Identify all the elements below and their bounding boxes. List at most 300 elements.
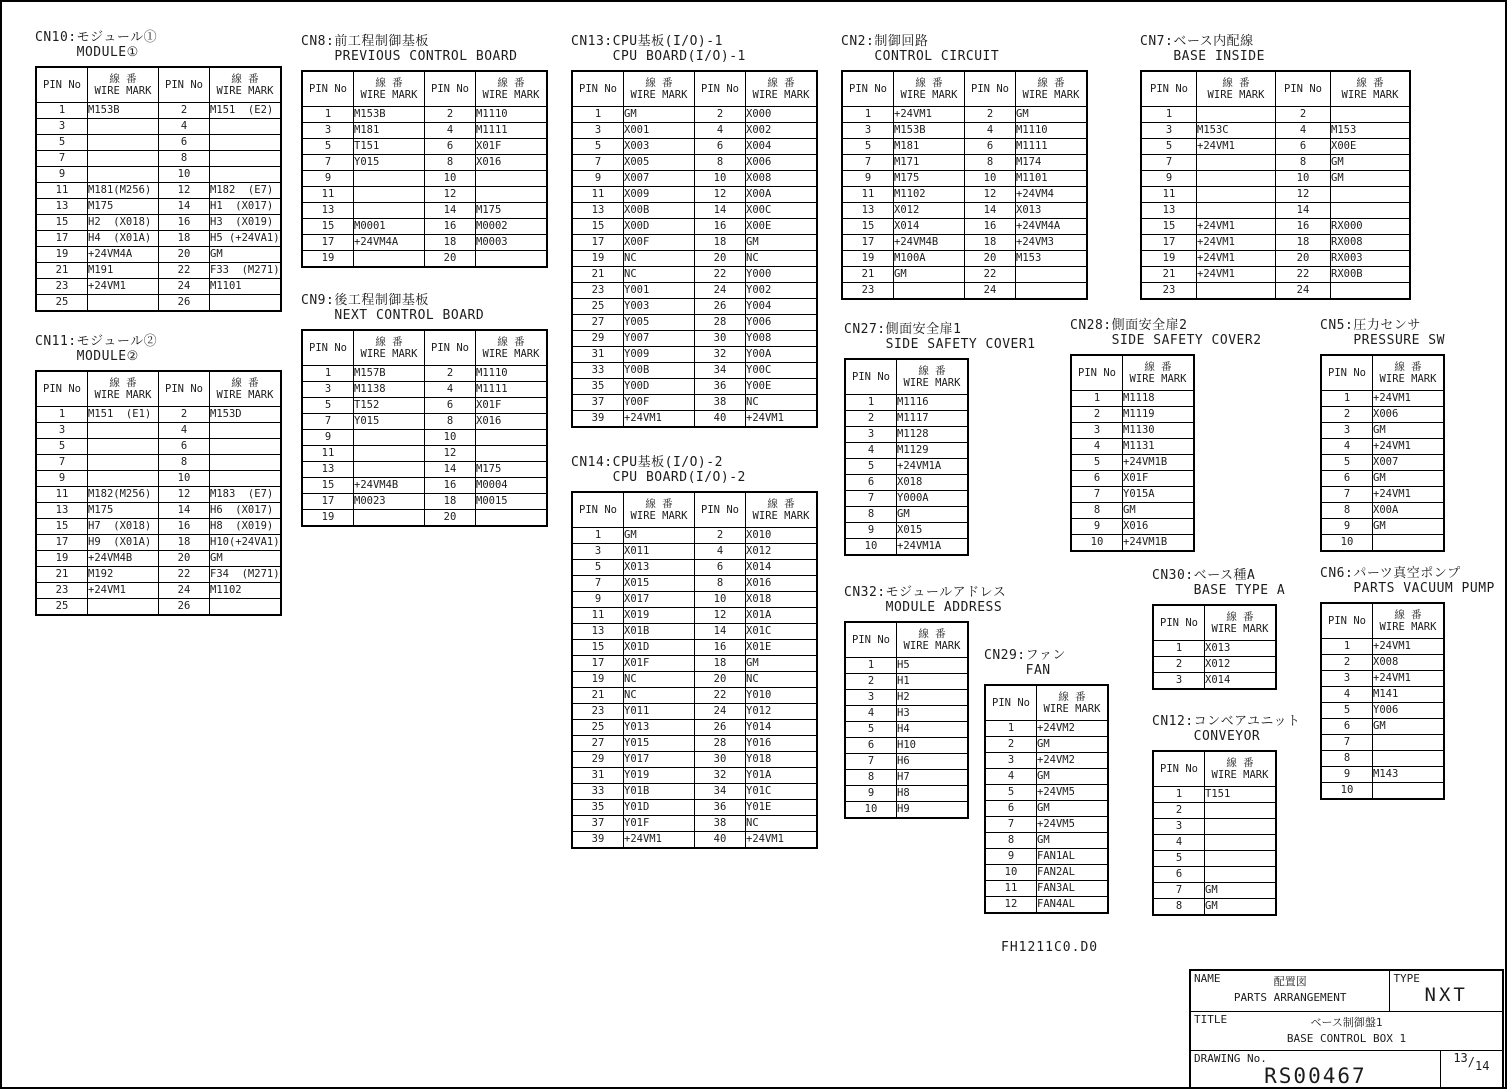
pin-no-cell: 1 — [572, 107, 624, 123]
pin-row — [845, 754, 968, 770]
pin-no-cell: 9 — [36, 471, 88, 487]
pin-no-cell: 36 — [695, 379, 746, 395]
wire-mark-header: 線 番 WIRE MARK — [210, 371, 282, 407]
pin-row — [572, 411, 817, 428]
wire-mark-cell: FAN4AL — [1037, 897, 1109, 914]
pin-row — [845, 658, 968, 674]
wire-mark-cell: GM — [1123, 503, 1195, 519]
pin-no-cell: 18 — [1276, 235, 1331, 251]
pin-no-cell: 12 — [159, 183, 210, 199]
pin-no-cell: 6 — [1321, 719, 1373, 735]
pin-no-cell: 24 — [159, 279, 210, 295]
pin-row — [845, 786, 968, 802]
pin-row — [572, 784, 817, 800]
pin-no-header: PIN No — [36, 67, 88, 103]
wire-mark-cell: +24VM3 — [1016, 235, 1088, 251]
pin-row — [572, 235, 817, 251]
wire-mark-cell: M143 — [1373, 767, 1445, 783]
pin-no-cell: 21 — [572, 688, 624, 704]
wire-mark-cell — [1373, 735, 1445, 751]
connector-title — [35, 334, 282, 364]
wire-mark-cell: M175 — [88, 503, 159, 519]
pin-row — [302, 235, 547, 251]
pin-no-cell: 15 — [302, 478, 354, 494]
wire-mark-cell: FAN2AL — [1037, 865, 1109, 881]
pin-no-cell: 13 — [572, 624, 624, 640]
pin-row — [572, 672, 817, 688]
pin-no-cell: 3 — [1141, 123, 1197, 139]
wire-mark-cell: X014 — [894, 219, 965, 235]
pin-row — [1071, 439, 1194, 455]
wire-mark-cell: H10 — [897, 738, 969, 754]
pin-no-cell: 16 — [425, 219, 476, 235]
pin-row — [1321, 719, 1444, 735]
pin-row — [842, 107, 1087, 123]
wire-mark-cell — [1016, 267, 1088, 283]
pin-row — [1321, 471, 1444, 487]
pin-no-cell: 6 — [159, 439, 210, 455]
pin-no-cell: 1 — [1071, 391, 1123, 407]
pin-no-cell: 1 — [985, 721, 1037, 737]
wire-mark-cell: H7 (X018) — [88, 519, 159, 535]
pin-no-cell: 2 — [1071, 407, 1123, 423]
connector-table-cn30 — [1152, 568, 1285, 690]
pin-no-cell: 15 — [572, 219, 624, 235]
pin-no-cell: 4 — [159, 119, 210, 135]
wire-mark-cell — [354, 446, 425, 462]
connector-title-en: BASE INSIDE — [1173, 49, 1265, 64]
wire-mark-cell: +24VM1A — [897, 539, 969, 556]
pin-row — [36, 599, 281, 616]
pin-no-cell: 25 — [36, 599, 88, 616]
connector-id: CN28: — [1070, 318, 1112, 333]
pin-no-cell: 9 — [572, 592, 624, 608]
connector-id: CN7: — [1140, 34, 1174, 49]
wire-mark-cell — [354, 171, 425, 187]
title-jp: ベース制御盤1 — [1310, 1016, 1383, 1029]
pin-no-cell: 37 — [572, 816, 624, 832]
pin-no-cell: 4 — [985, 769, 1037, 785]
wire-mark-cell: X019 — [624, 608, 695, 624]
pin-no-cell: 39 — [572, 411, 624, 428]
wire-mark-cell: Y006 — [1373, 703, 1445, 719]
wire-mark-header: 線 番 WIRE MARK — [354, 330, 425, 366]
wire-mark-cell: Y00B — [624, 363, 695, 379]
pin-no-header: PIN No — [985, 685, 1037, 721]
pin-no-cell: 24 — [965, 283, 1016, 300]
wire-mark-cell: Y01C — [746, 784, 818, 800]
wire-mark-cell: M181 — [354, 123, 425, 139]
pin-row — [1141, 251, 1410, 267]
title-block — [1189, 969, 1504, 1089]
wire-mark-cell — [1016, 283, 1088, 300]
wire-mark-cell: X013 — [1016, 203, 1088, 219]
pin-row — [1321, 391, 1444, 407]
pin-row — [572, 704, 817, 720]
wire-mark-cell: M1111 — [476, 382, 548, 398]
wire-mark-cell: GM — [1037, 769, 1109, 785]
pin-no-cell: 10 — [1276, 171, 1331, 187]
pin-no-cell: 2 — [425, 107, 476, 123]
connector-title-en: NEXT CONTROL BOARD — [334, 308, 485, 323]
wire-mark-cell: FAN1AL — [1037, 849, 1109, 865]
pin-table — [1320, 602, 1445, 800]
wire-mark-header: 線 番 WIRE MARK — [746, 71, 818, 107]
wire-mark-cell: M153C — [1197, 123, 1276, 139]
wire-mark-cell: Y018 — [746, 752, 818, 768]
pin-row — [572, 768, 817, 784]
wire-mark-cell: Y009 — [624, 347, 695, 363]
pin-no-cell: 28 — [695, 315, 746, 331]
pin-no-cell: 1 — [36, 407, 88, 423]
connector-table-cn13 — [571, 34, 818, 428]
connector-title-en: CPU BOARD(I/O)-2 — [612, 470, 746, 485]
wire-mark-cell: +24VM1 — [1373, 487, 1445, 503]
pin-no-cell: 3 — [1321, 423, 1373, 439]
pin-no-cell: 23 — [1141, 283, 1197, 300]
pin-no-cell: 6 — [845, 475, 897, 491]
pin-row — [1141, 235, 1410, 251]
pin-no-cell: 38 — [695, 816, 746, 832]
connector-title — [1070, 318, 1262, 348]
pin-no-cell: 17 — [302, 494, 354, 510]
wire-mark-cell: X016 — [1123, 519, 1195, 535]
pin-row — [36, 199, 281, 215]
pin-no-cell: 18 — [965, 235, 1016, 251]
pin-table — [841, 70, 1088, 300]
connector-title-jp: 前工程制御基板 — [334, 34, 429, 49]
pin-no-cell: 20 — [1276, 251, 1331, 267]
pin-no-cell: 5 — [1071, 455, 1123, 471]
wire-mark-cell: Y00F — [624, 395, 695, 411]
pin-row — [302, 414, 547, 430]
pin-no-cell: 9 — [985, 849, 1037, 865]
pin-no-cell: 5 — [302, 139, 354, 155]
wire-mark-header: 線 番 WIRE MARK — [476, 71, 548, 107]
wire-mark-cell — [210, 439, 282, 455]
wire-mark-cell: X000 — [746, 107, 818, 123]
title-block-drawing-cell — [1191, 1051, 1441, 1089]
pin-row — [842, 283, 1087, 300]
pin-table — [1152, 750, 1277, 916]
wire-mark-cell: RX003 — [1331, 251, 1411, 267]
pin-row — [842, 251, 1087, 267]
wire-mark-cell: X01C — [746, 624, 818, 640]
pin-no-cell: 7 — [1321, 487, 1373, 503]
pin-no-cell: 13 — [36, 199, 88, 215]
pin-no-cell: 8 — [695, 576, 746, 592]
wire-mark-cell: +24VM1 — [88, 583, 159, 599]
wire-mark-cell: M0003 — [476, 235, 548, 251]
pin-row — [572, 251, 817, 267]
wire-mark-cell: H8 (X019) — [210, 519, 282, 535]
pin-no-cell: 14 — [695, 203, 746, 219]
pin-no-cell: 1 — [1321, 639, 1373, 655]
connector-title — [984, 648, 1109, 678]
pin-no-cell: 9 — [302, 171, 354, 187]
pin-no-cell: 21 — [572, 267, 624, 283]
pin-no-cell: 5 — [1321, 455, 1373, 471]
wire-mark-cell: X005 — [624, 155, 695, 171]
pin-row — [572, 315, 817, 331]
pin-no-cell: 8 — [845, 507, 897, 523]
pin-row — [1071, 519, 1194, 535]
pin-no-cell: 20 — [695, 672, 746, 688]
pin-no-header: PIN No — [159, 371, 210, 407]
wire-mark-cell — [210, 119, 282, 135]
wire-mark-cell: M1128 — [897, 427, 969, 443]
pin-row — [36, 455, 281, 471]
wire-mark-cell: X012 — [894, 203, 965, 219]
pin-row — [572, 720, 817, 736]
pin-no-cell: 34 — [695, 784, 746, 800]
pin-no-cell: 10 — [1071, 535, 1123, 552]
pin-no-cell: 23 — [36, 583, 88, 599]
pin-row — [302, 366, 547, 382]
wire-mark-cell: H2 (X018) — [88, 215, 159, 231]
wire-mark-cell: M1101 — [210, 279, 282, 295]
pin-row — [572, 219, 817, 235]
pin-no-cell: 8 — [1321, 751, 1373, 767]
pin-row — [572, 379, 817, 395]
wire-mark-cell: X01F — [624, 656, 695, 672]
pin-row — [572, 107, 817, 123]
pin-row — [572, 736, 817, 752]
pin-row — [36, 471, 281, 487]
wire-mark-cell: M181 — [894, 139, 965, 155]
wire-mark-cell: H2 — [897, 690, 969, 706]
wire-mark-cell: X001 — [624, 123, 695, 139]
wire-mark-cell: M1138 — [354, 382, 425, 398]
pin-row — [36, 535, 281, 551]
pin-row — [1153, 851, 1276, 867]
pin-no-cell: 10 — [425, 430, 476, 446]
wire-mark-cell: Y010 — [746, 688, 818, 704]
connector-title-jp: CPU基板(I/O)-1 — [612, 34, 723, 49]
wire-mark-cell: X003 — [624, 139, 695, 155]
pin-no-cell: 20 — [695, 251, 746, 267]
pin-no-cell: 11 — [842, 187, 894, 203]
wire-mark-cell — [88, 471, 159, 487]
wire-mark-cell: GM — [1037, 801, 1109, 817]
wire-mark-cell: Y011 — [624, 704, 695, 720]
pin-no-cell: 1 — [842, 107, 894, 123]
wire-mark-cell: H9 (X01A) — [88, 535, 159, 551]
pin-row — [845, 706, 968, 722]
wire-mark-cell: X012 — [1205, 657, 1277, 673]
pin-row — [1071, 455, 1194, 471]
pin-no-cell: 6 — [985, 801, 1037, 817]
pin-no-header: PIN No — [845, 359, 897, 395]
pin-no-cell: 26 — [159, 599, 210, 616]
pin-no-cell: 2 — [845, 674, 897, 690]
wire-mark-cell: X00A — [746, 187, 818, 203]
wire-mark-cell: M1117 — [897, 411, 969, 427]
pin-no-cell: 11 — [1141, 187, 1197, 203]
wire-mark-cell: GM — [1373, 471, 1445, 487]
pin-no-cell: 2 — [695, 528, 746, 544]
pin-row — [985, 897, 1108, 914]
title-en: BASE CONTROL BOX 1 — [1286, 1032, 1407, 1045]
wire-mark-cell: +24VM1 — [1197, 235, 1276, 251]
wire-mark-cell: +24VM4A — [1016, 219, 1088, 235]
pin-no-cell: 5 — [1141, 139, 1197, 155]
pin-no-cell: 11 — [572, 187, 624, 203]
pin-no-cell: 33 — [572, 784, 624, 800]
pin-row — [845, 690, 968, 706]
pin-row — [572, 267, 817, 283]
wire-mark-cell: M175 — [88, 199, 159, 215]
wire-mark-cell: +24VM1 — [1373, 391, 1445, 407]
pin-row — [842, 139, 1087, 155]
connector-title-en: SIDE SAFETY COVER1 — [885, 337, 1036, 352]
wire-mark-cell — [1331, 107, 1411, 123]
connector-title — [1152, 714, 1300, 744]
pin-no-cell: 26 — [695, 720, 746, 736]
pin-no-cell: 16 — [695, 640, 746, 656]
pin-row — [1071, 407, 1194, 423]
pin-row — [985, 865, 1108, 881]
pin-row — [36, 231, 281, 247]
pin-row — [302, 382, 547, 398]
pin-no-cell: 15 — [36, 519, 88, 535]
connector-title-jp: パーツ真空ポンプ — [1353, 566, 1461, 581]
pin-row — [36, 295, 281, 312]
connector-id: CN12: — [1152, 714, 1194, 729]
connector-id: CN10: — [35, 30, 77, 45]
wire-mark-cell: X00A — [1373, 503, 1445, 519]
pin-row — [572, 395, 817, 411]
pin-no-cell: 7 — [36, 455, 88, 471]
wire-mark-cell: GM — [894, 267, 965, 283]
pin-no-cell: 22 — [159, 567, 210, 583]
pin-row — [1141, 139, 1410, 155]
wire-mark-cell: +24VM1 — [1373, 639, 1445, 655]
pin-no-header: PIN No — [1153, 605, 1205, 641]
pin-no-cell: 19 — [572, 251, 624, 267]
pin-no-cell: 18 — [695, 656, 746, 672]
wire-mark-cell — [210, 423, 282, 439]
wire-mark-cell: X01F — [1123, 471, 1195, 487]
pin-no-cell: 12 — [425, 187, 476, 203]
pin-row — [1321, 503, 1444, 519]
wire-mark-cell: +24VM1 — [1373, 439, 1445, 455]
pin-row — [302, 139, 547, 155]
wire-mark-cell: H1 (X017) — [210, 199, 282, 215]
wire-mark-cell: X016 — [476, 414, 548, 430]
pin-no-cell: 16 — [1276, 219, 1331, 235]
wire-mark-cell — [88, 119, 159, 135]
wire-mark-cell: M1102 — [894, 187, 965, 203]
pin-no-cell: 9 — [845, 523, 897, 539]
pin-no-cell: 18 — [159, 535, 210, 551]
wire-mark-cell: X004 — [746, 139, 818, 155]
wire-mark-cell: X010 — [746, 528, 818, 544]
pin-no-cell: 17 — [572, 656, 624, 672]
wire-mark-cell — [88, 455, 159, 471]
pin-no-cell: 10 — [845, 802, 897, 819]
wire-mark-cell: M182(M256) — [88, 487, 159, 503]
pin-row — [302, 123, 547, 139]
pin-no-header: PIN No — [695, 71, 746, 107]
pin-row — [572, 656, 817, 672]
pin-no-cell: 3 — [572, 544, 624, 560]
wire-mark-cell: X013 — [624, 560, 695, 576]
pin-no-cell: 17 — [302, 235, 354, 251]
pin-no-cell: 9 — [1071, 519, 1123, 535]
pin-no-cell: 1 — [572, 528, 624, 544]
connector-title-jp: モジュール① — [76, 30, 158, 45]
pin-no-cell: 25 — [572, 720, 624, 736]
pin-no-cell: 25 — [572, 299, 624, 315]
wire-mark-cell: +24VM1 — [746, 832, 818, 849]
pin-row — [845, 491, 968, 507]
pin-no-cell: 1 — [1141, 107, 1197, 123]
sheet-number: 13/14 — [1453, 1051, 1490, 1073]
pin-no-cell: 6 — [1071, 471, 1123, 487]
wire-mark-cell: +24VM4A — [354, 235, 425, 251]
wire-mark-cell: M0004 — [476, 478, 548, 494]
pin-no-cell: 7 — [1141, 155, 1197, 171]
pin-row — [36, 487, 281, 503]
pin-row — [845, 411, 968, 427]
wire-mark-cell: Y005 — [624, 315, 695, 331]
pin-no-cell: 2 — [1321, 407, 1373, 423]
pin-no-cell: 31 — [572, 347, 624, 363]
pin-row — [36, 551, 281, 567]
wire-mark-cell: +24VM4A — [88, 247, 159, 263]
pin-no-cell: 2 — [159, 407, 210, 423]
pin-no-cell: 5 — [572, 139, 624, 155]
pin-row — [1321, 407, 1444, 423]
wire-mark-cell: M0001 — [354, 219, 425, 235]
pin-no-cell: 7 — [36, 151, 88, 167]
pin-no-cell: 11 — [302, 187, 354, 203]
wire-mark-cell: X01B — [624, 624, 695, 640]
pin-no-cell: 23 — [842, 283, 894, 300]
wire-mark-cell: X008 — [1373, 655, 1445, 671]
pin-row — [36, 119, 281, 135]
connector-table-cn7 — [1140, 34, 1411, 300]
title-block-name-cell — [1191, 971, 1390, 1012]
pin-no-cell: 3 — [36, 423, 88, 439]
pin-no-cell: 27 — [572, 736, 624, 752]
pin-no-cell: 6 — [845, 738, 897, 754]
wire-mark-cell — [476, 187, 548, 203]
pin-no-cell: 26 — [159, 295, 210, 312]
pin-row — [572, 800, 817, 816]
wire-mark-cell: Y015 — [624, 736, 695, 752]
wire-mark-cell: NC — [624, 672, 695, 688]
pin-no-cell: 2 — [1153, 803, 1205, 819]
pin-no-header: PIN No — [302, 71, 354, 107]
pin-no-cell: 5 — [842, 139, 894, 155]
pin-no-cell: 4 — [1153, 835, 1205, 851]
pin-no-cell: 22 — [695, 688, 746, 704]
pin-row — [302, 251, 547, 268]
pin-row — [572, 576, 817, 592]
pin-no-cell: 5 — [1321, 703, 1373, 719]
pin-row — [572, 592, 817, 608]
pin-row — [302, 171, 547, 187]
wire-mark-cell: NC — [624, 267, 695, 283]
pin-no-cell: 8 — [425, 414, 476, 430]
connector-table-cn11 — [35, 334, 282, 616]
wire-mark-cell: H4 — [897, 722, 969, 738]
wire-mark-cell: Y000 — [746, 267, 818, 283]
wire-mark-cell: X016 — [476, 155, 548, 171]
pin-row — [572, 283, 817, 299]
